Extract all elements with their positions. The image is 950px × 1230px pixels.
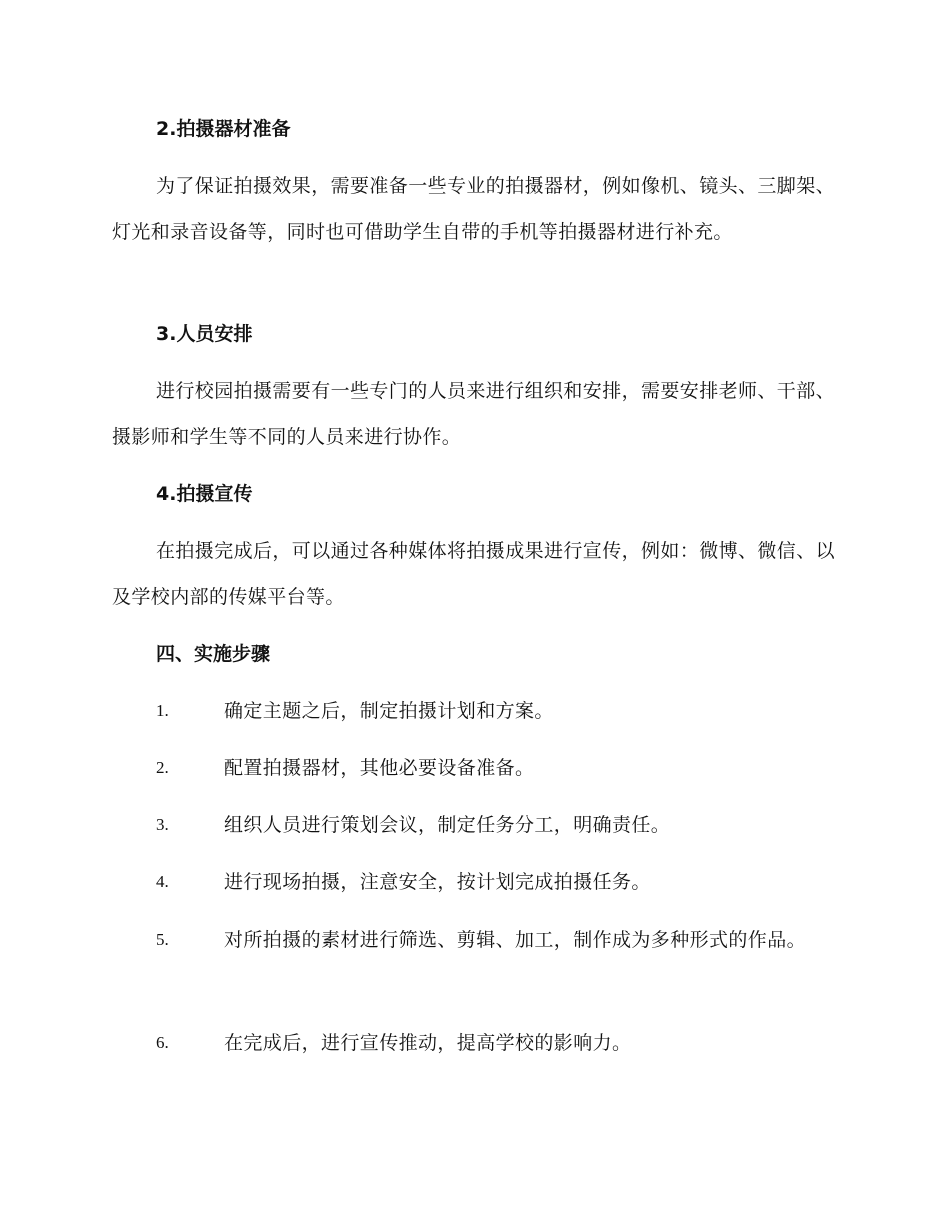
step-number: 5.	[156, 930, 169, 949]
implementation-step	[112, 917, 838, 963]
implementation-step	[112, 802, 838, 848]
step-text: 在完成后，进行宣传推动，提高学校的影响力。	[224, 1032, 632, 1054]
step-text: 对所拍摄的素材进行筛选、剪辑、加工，制作成为多种形式的作品。	[224, 929, 807, 951]
implementation-heading: 四、实施步骤	[156, 643, 271, 665]
step-number: 6.	[156, 1033, 169, 1052]
step-text: 组织人员进行策划会议，制定任务分工，明确责任。	[224, 814, 671, 836]
section-heading-publicity: 4.拍摄宣传	[156, 483, 253, 505]
section-body-publicity: 在拍摄完成后，可以通过各种媒体将拍摄成果进行宣传，例如：微博、微信、以及学校内部的传媒平台等。	[112, 540, 836, 608]
implementation-step	[112, 688, 838, 734]
step-number: 3.	[156, 815, 169, 834]
step-text: 进行现场拍摄，注意安全，按计划完成拍摄任务。	[224, 871, 651, 893]
section-body-staffing: 进行校园拍摄需要有一些专门的人员来进行组织和安排，需要安排老师、干部、摄影师和学生等不同的人员来进行协作。	[112, 380, 836, 448]
section-heading-equipment: 2.拍摄器材准备	[156, 118, 291, 140]
implementation-step	[112, 745, 838, 791]
step-number: 2.	[156, 758, 169, 777]
section-heading-staffing: 3.人员安排	[156, 323, 253, 345]
step-number: 4.	[156, 872, 169, 891]
step-text: 确定主题之后，制定拍摄计划和方案。	[224, 700, 554, 722]
implementation-step	[112, 859, 838, 905]
implementation-step	[112, 1020, 838, 1066]
section-body-equipment: 为了保证拍摄效果，需要准备一些专业的拍摄器材，例如像机、镜头、三脚架、灯光和录音设备等，同时也可借助学生自带的手机等拍摄器材进行补充。	[112, 175, 836, 243]
step-number: 1.	[156, 701, 169, 720]
step-text: 配置拍摄器材，其他必要设备准备。	[224, 757, 535, 779]
